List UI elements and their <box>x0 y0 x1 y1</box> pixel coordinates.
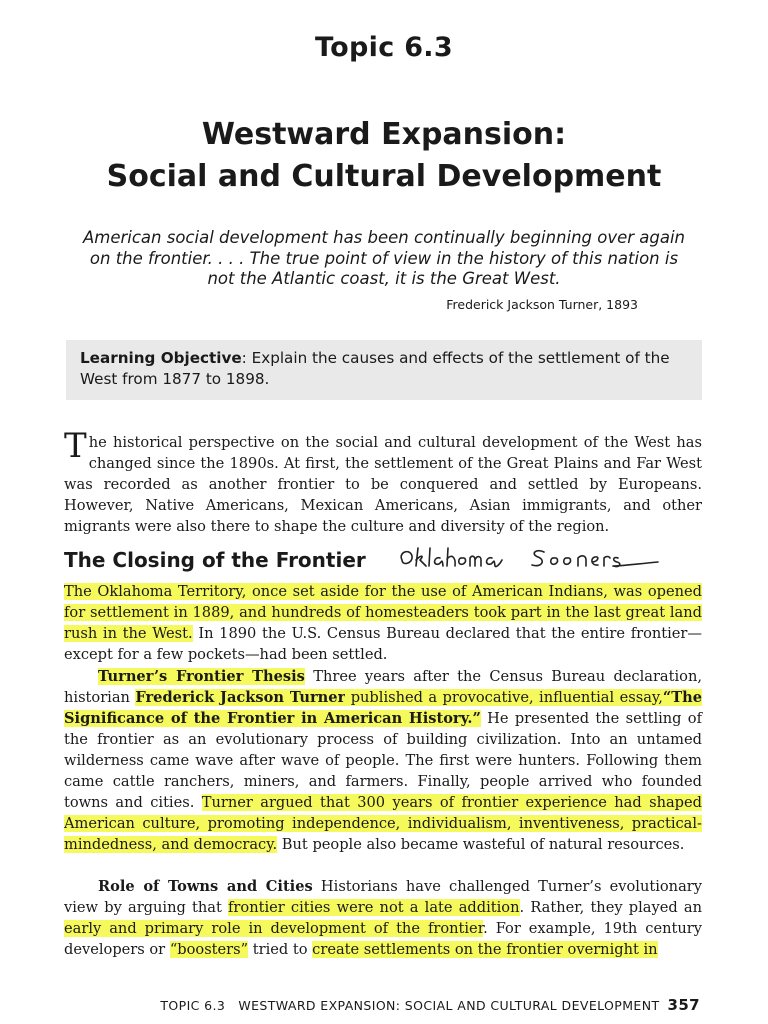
highlighted-text: frontier cities were not a late addition <box>228 899 520 916</box>
chapter-title <box>0 114 768 198</box>
paragraph-text: He presented the settling of the frontier as an evolutionary process of building civilization. Into an untamed wilderness came wave after wave of people. The first were hunters. Following them came cattle ranchers, miners, and farmers. Finally, people arrived who founded towns and cities. <box>64 710 702 811</box>
chapter-title-line1: Westward Expansion: <box>201 117 567 152</box>
paragraph-text: . For example, 19th century developers or <box>64 920 702 958</box>
learning-objective-label: Learning Objective <box>80 349 242 367</box>
learning-objective <box>80 348 688 390</box>
run-in-heading: Role of Towns and Cities <box>98 878 313 895</box>
highlighted-text: “boosters” <box>169 941 249 958</box>
epigraph-quote: American social development has been continually beginning over again on the frontier. . . . The true point of view in the history of this nation is not the Atlantic coast, it is the Great West. <box>82 228 686 288</box>
highlighted-text: published a provocative, influential essay, <box>345 689 663 706</box>
page-footer <box>160 996 700 1014</box>
chapter-title-line2: Social and Cultural Development <box>106 159 662 194</box>
handwritten-note <box>396 542 666 576</box>
epigraph-attribution: Frederick Jackson Turner, 1893 <box>446 297 638 312</box>
paragraph-text: Historians have challenged Turner’s evolutionary view by arguing that <box>64 878 702 916</box>
paragraph-text: But people also became wasteful of natural resources. <box>277 836 685 853</box>
paragraph-frontier-thesis <box>64 666 702 855</box>
topic-label: Topic 6.3 <box>315 32 453 63</box>
drop-cap: T <box>64 426 87 466</box>
learning-objective-text: : Explain the causes and effects of the settlement of the West from 1877 to 1898. <box>80 349 670 388</box>
run-in-heading: Turner’s Frontier Thesis <box>98 668 305 685</box>
bold-name: Frederick Jackson Turner <box>135 689 346 706</box>
paragraph-text: tried to <box>248 941 313 958</box>
intro-paragraph <box>64 426 702 537</box>
paragraph-towns-cities <box>64 876 702 960</box>
highlighted-text: create settlements on the frontier overnight in <box>312 941 658 958</box>
essay-title: “The Significance of the Frontier in American History.” <box>64 689 703 727</box>
paragraph-text: In 1890 the U.S. Census Bureau declared that the entire frontier—except for a few pockets—had been settled. <box>64 625 703 663</box>
highlighted-text: early and primary role in development of the frontier <box>64 920 484 937</box>
paragraph-oklahoma <box>64 581 702 665</box>
paragraph-text: . Rather, they played an <box>519 899 702 916</box>
highlighted-text: The Oklahoma Territory, once set aside for the use of American Indians, was opened for settlement in 1889, and hundreds of homesteaders took part in the last great land rush in the West. <box>64 583 702 642</box>
paragraph-text: Three years after the Census Bureau declaration, historian <box>64 668 702 706</box>
highlighted-text: Turner argued that 300 years of frontier experience had shaped American culture, promoting independence, individualism, inventiveness, practical-mindedness, and democracy. <box>64 794 702 853</box>
page-number: 357 <box>667 996 700 1014</box>
running-head: TOPIC 6.3 WESTWARD EXPANSION: SOCIAL AND CULTURAL DEVELOPMENT <box>160 998 660 1013</box>
learning-objective-box <box>66 340 702 400</box>
intro-text: he historical perspective on the social and cultural development of the West has changed since the 1890s. At first, the settlement of the Great Plains and Far West was recorded as another frontier to be conquered and settled by Europeans. However, Native Americans, Mexican Americans, Asian immigrants, and other migrants were also there to shape the culture and diversity of the region. <box>64 434 702 535</box>
section-heading: The Closing of the Frontier <box>64 548 366 572</box>
